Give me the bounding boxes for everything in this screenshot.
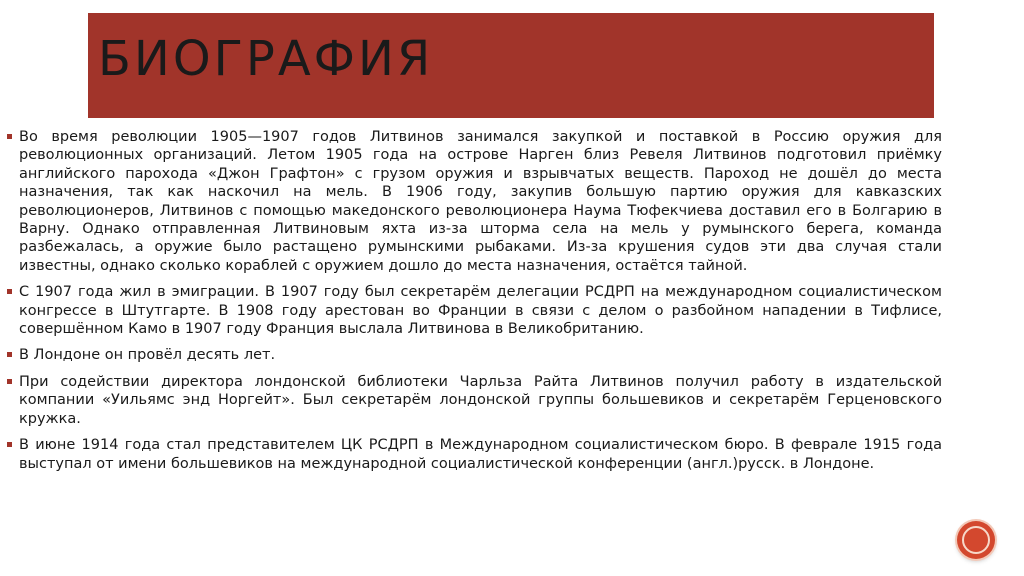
bullet-item — [4, 128, 942, 275]
square-bullet-icon — [7, 289, 12, 294]
circle-badge-inner-ring — [962, 526, 990, 554]
square-bullet-icon — [7, 134, 12, 139]
square-bullet-icon — [7, 379, 12, 384]
bullet-item — [4, 283, 942, 338]
bullet-text: В Лондоне он провёл десять лет. — [19, 347, 276, 364]
circle-badge-icon[interactable] — [957, 521, 995, 559]
bullet-text: В июне 1914 года стал представителем ЦК РСДРП в Международном социалистическом бюро. В феврале 1915 года выступал от имени большевиков на международной социалистической конференции (англ.)русск. в Лондоне. — [19, 437, 942, 472]
bullet-text: С 1907 года жил в эмиграции. В 1907 году был секретарём делегации РСДРП на международном социалистическом конгрессе в Штутгарте. В 1908 году арестован во Франции в связи с делом о разбойном нападении в Тифлисе, совершённом Камо в 1907 году Франция выслала Литвинова в Великобританию. — [19, 284, 942, 338]
bullet-item — [4, 346, 942, 364]
square-bullet-icon — [7, 352, 12, 357]
title-banner — [88, 13, 934, 118]
bullet-list — [4, 128, 942, 481]
bullet-text: При содействии директора лондонской библиотеки Чарльза Райта Литвинов получил работу в издательской компании «Уильямс энд Норгейт». Был секретарём лондонской группы большевиков и секретарём Герценовского кружка. — [19, 373, 942, 427]
bullet-item — [4, 373, 942, 428]
square-bullet-icon — [7, 442, 12, 447]
bullet-item — [4, 436, 942, 473]
slide-title: БИОГРАФИЯ — [98, 31, 434, 87]
bullet-text: Во время революции 1905—1907 годов Литвинов занимался закупкой и поставкой в Россию оружия для революционных организаций. Летом 1905 года на острове Нарген близ Ревеля Литвинов подготовил приёмку английского парохода «Джон Графтон» с грузом оружия и взрывчатых веществ. Пароход не дошёл до места назначения, так как наскочил на мель. В 1906 году, закупив большую партию оружия для кавказских революционеров, Литвинов с помощью македонского революционера Наума Тюфекчиева доставил его в Болгарию в Варну. Однако отправленная Литвиновым яхта из-за шторма села на мель у румынского берега, команда разбежалась, а оружие было растащено румынскими рыбаками. Из-за крушения судов эти два случая стали известны, однако сколько кораблей с оружием дошло до места назначения, остаётся тайной. — [19, 129, 942, 274]
